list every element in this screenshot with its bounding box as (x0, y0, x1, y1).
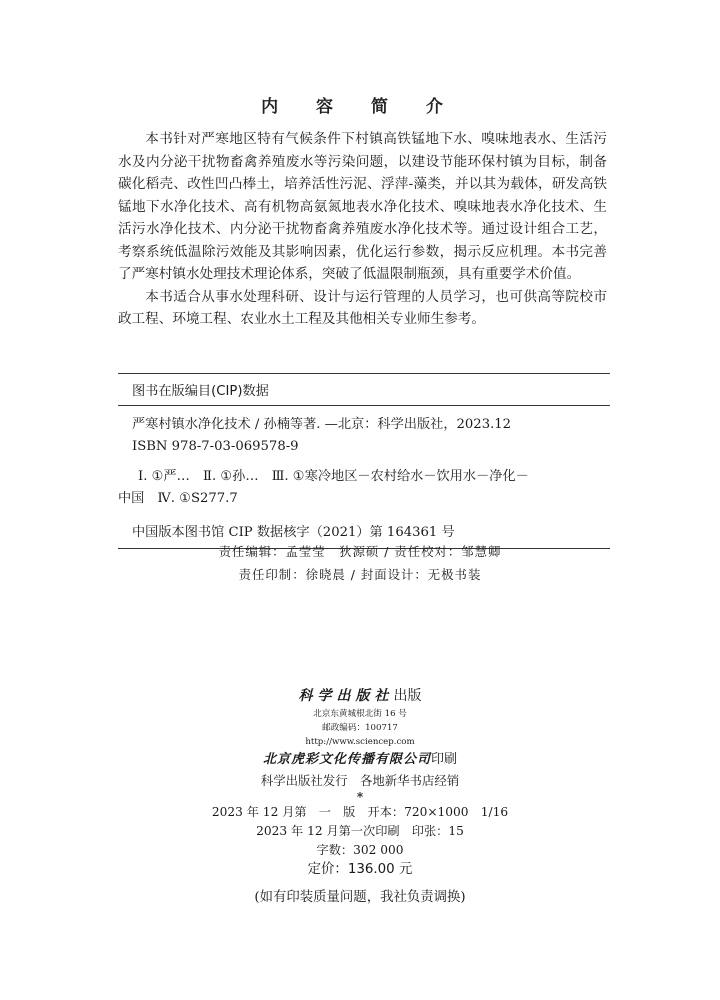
publisher-suffix: 出版 (393, 688, 422, 704)
summary-body (118, 128, 607, 331)
distribution: 科学出版社发行 各地新华书店经销 (260, 773, 460, 788)
printer-suffix: 印刷 (431, 752, 458, 767)
cip-classification-line: 中国 Ⅳ. ①S277.7 (118, 491, 238, 506)
separator-star: * (356, 790, 364, 804)
cip-block (118, 373, 610, 549)
cip-record: 严寒村镇水净化技术 / 孙楠等著. —北京：科学出版社，2023.12 (132, 417, 512, 432)
publisher-postcode: 邮政编码：100717 (322, 723, 398, 733)
cip-isbn: ISBN 978-7-03-069578-9 (132, 439, 299, 454)
cip-classification (118, 466, 610, 510)
price: 定价：136.00 元 (307, 862, 413, 877)
printer-line (0, 749, 720, 771)
publisher-address: 北京东黄城根北街 16 号 (313, 709, 407, 719)
edition-line: 2023 年 12 月第 一 版 开本：720×1000 1/16 (211, 805, 509, 819)
summary-title: 内 容 简 介 (261, 97, 459, 117)
summary-paragraph: 本书适合从事水处理科研、设计与运行管理的人员学习，也可供高等院校市政工程、环境工程、农业水土工程及其他相关专业师生参考。 (118, 288, 607, 327)
publisher-name: 科学出版社 (298, 688, 394, 704)
printer-name: 北京虎彩文化传播有限公司 (262, 752, 431, 767)
staff-line: 责任编辑：孟莹莹 狄源硕 / 责任校对：邹慧卿 (218, 544, 502, 559)
edition-info (0, 803, 720, 860)
cip-header: 图书在版编目(CIP)数据 (118, 374, 610, 406)
cip-body (118, 406, 610, 548)
publisher-block (0, 685, 720, 804)
edition-line: 字数：302 000 (316, 843, 404, 857)
staff-credits (0, 540, 720, 586)
summary-paragraph: 本书针对严寒地区特有气候条件下村镇高铁锰地下水、嗅味地表水、生活污水及内分泌干扰物畜禽养殖废水等污染问题，以建设节能环保村镇为目标，制备碳化稻壳、改性凹凸棒土，培养活性污泥、浮萍-藻类，并以其为载体，研发高铁锰地下水净化技术、高有机物高氨氮地表水净化技术、嗅味地表水净化技术、生活污水净化技术、内分泌干扰物畜禽养殖废水净化技术等。通过设计组合工艺，考察系统低温除污效能及其影响因素，优化运行参数，揭示反应机理。本书完善了严寒村镇水处理技术理论体系，突破了低温限制瓶颈，具有重要学术价值。 (118, 131, 607, 282)
publisher-line (0, 685, 720, 707)
quality-note: (如有印装质量问题，我社负责调换) (254, 890, 466, 905)
publisher-url: http://www.sciencep.com (305, 737, 415, 747)
cip-classification-line: Ⅰ. ①严… Ⅱ. ①孙… Ⅲ. ①寒冷地区－农村给水－饮用水－净化－ (138, 469, 529, 484)
staff-line: 责任印制：徐晓晨 / 封面设计：无极书装 (238, 567, 482, 582)
edition-line: 2023 年 12 月第一次印刷 印张：15 (256, 824, 464, 838)
cip-number: 中国版本图书馆 CIP 数据核字（2021）第 164361 号 (132, 525, 455, 540)
